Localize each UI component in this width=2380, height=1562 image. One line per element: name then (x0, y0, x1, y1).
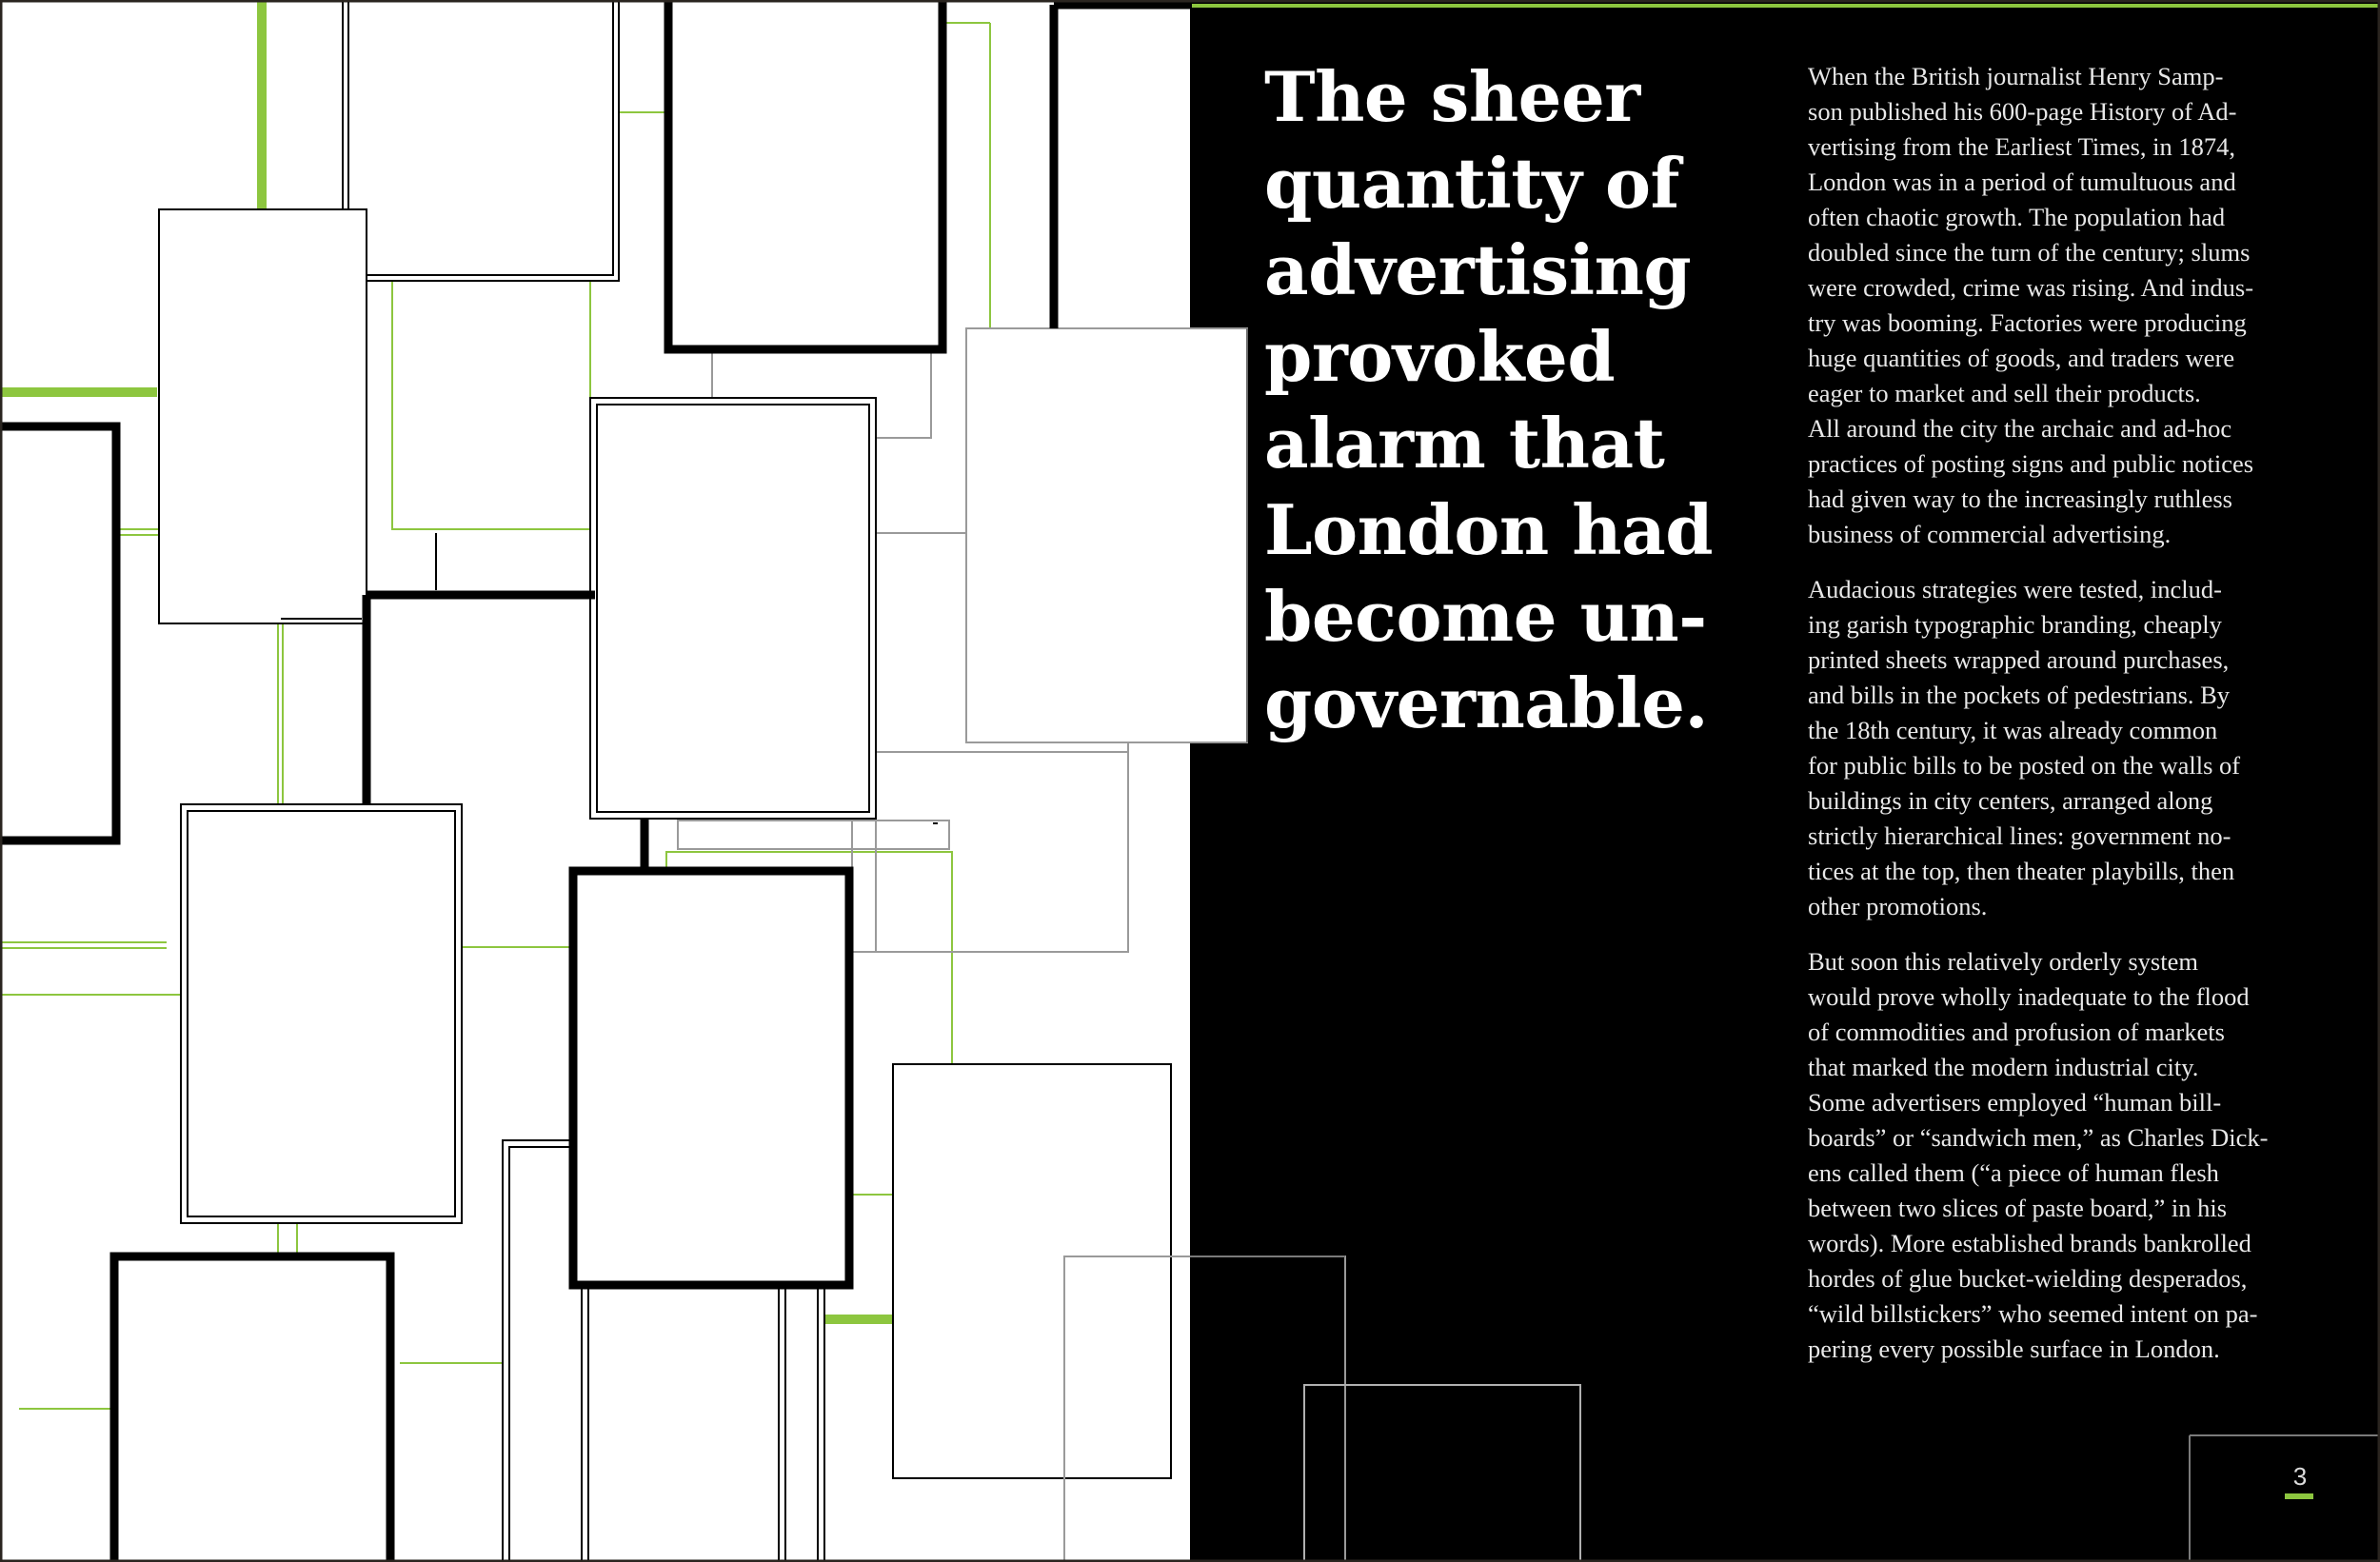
body-line: huge quantities of goods, and traders were (1808, 344, 2235, 372)
headline-line: The sheer (1264, 56, 1640, 137)
body-line: often chaotic growth. The population had (1808, 203, 2226, 231)
body-line: Audacious strategies were tested, includ- (1808, 575, 2222, 603)
body-line: pering every possible surface in London. (1808, 1335, 2220, 1363)
headline-line: become un- (1264, 576, 1707, 657)
headline-line: governable. (1264, 662, 1709, 743)
body-paragraph-2 (1808, 572, 2322, 924)
body-line: “wild billstickers” who seemed intent on pa- (1808, 1299, 2258, 1328)
body-text (1808, 59, 2322, 1387)
headline (1264, 53, 1759, 746)
body-line: of commodities and profusion of markets (1808, 1018, 2225, 1046)
body-line: boards” or “sandwich men,” as Charles Dick- (1808, 1123, 2269, 1152)
body-line: ens called them (“a piece of human flesh (1808, 1158, 2219, 1187)
body-line: When the British journalist Henry Samp- (1808, 62, 2224, 90)
body-line: tices at the top, then theater playbills, then (1808, 857, 2235, 885)
body-line: hordes of glue bucket-wielding desperados, (1808, 1264, 2248, 1293)
headline-line: London had (1264, 489, 1714, 570)
body-line: doubled since the turn of the century; slums (1808, 238, 2251, 267)
body-line: eager to market and sell their products. (1808, 379, 2201, 407)
headline-line: alarm that (1264, 403, 1665, 484)
headline-line: advertising (1264, 229, 1692, 310)
body-line: vertising from the Earliest Times, in 1874, (1808, 132, 2235, 161)
body-line: were crowded, crime was rising. And indus- (1808, 273, 2254, 302)
headline-line: provoked (1264, 316, 1616, 397)
body-line: and bills in the pockets of pedestrians. By (1808, 681, 2231, 709)
body-line: All around the city the archaic and ad-hoc (1808, 414, 2232, 443)
body-line: between two slices of paste board,” in his (1808, 1194, 2228, 1222)
body-line: son published his 600-page History of Ad- (1808, 97, 2237, 126)
body-line: for public bills to be posted on the walls of (1808, 751, 2241, 780)
body-line: practices of posting signs and public notices (1808, 449, 2254, 478)
body-line: business of commercial advertising. (1808, 520, 2172, 548)
body-line: the 18th century, it was already common (1808, 716, 2218, 744)
body-line: printed sheets wrapped around purchases, (1808, 645, 2230, 674)
body-line: words). More established brands bankrolled (1808, 1229, 2251, 1257)
headline-line: quantity of (1264, 143, 1679, 224)
body-line: But soon this relatively orderly system (1808, 947, 2198, 976)
body-line: would prove wholly inadequate to the flood (1808, 982, 2250, 1011)
body-line: other promotions. (1808, 892, 1988, 920)
body-line: buildings in city centers, arranged along (1808, 786, 2213, 815)
body-line: that marked the modern industrial city. (1808, 1053, 2199, 1081)
body-line: try was booming. Factories were producing (1808, 308, 2247, 337)
body-paragraph-3 (1808, 944, 2322, 1367)
page-number: 3 (2292, 1462, 2308, 1491)
body-line: London was in a period of tumultuous and (1808, 168, 2236, 196)
body-paragraph-1 (1808, 59, 2322, 552)
body-line: strictly hierarchical lines: government no- (1808, 821, 2231, 850)
body-line: had given way to the increasingly ruthless (1808, 484, 2232, 513)
body-line: ing garish typographic branding, cheaply (1808, 610, 2222, 639)
body-line: Some advertisers employed “human bill- (1808, 1088, 2222, 1117)
